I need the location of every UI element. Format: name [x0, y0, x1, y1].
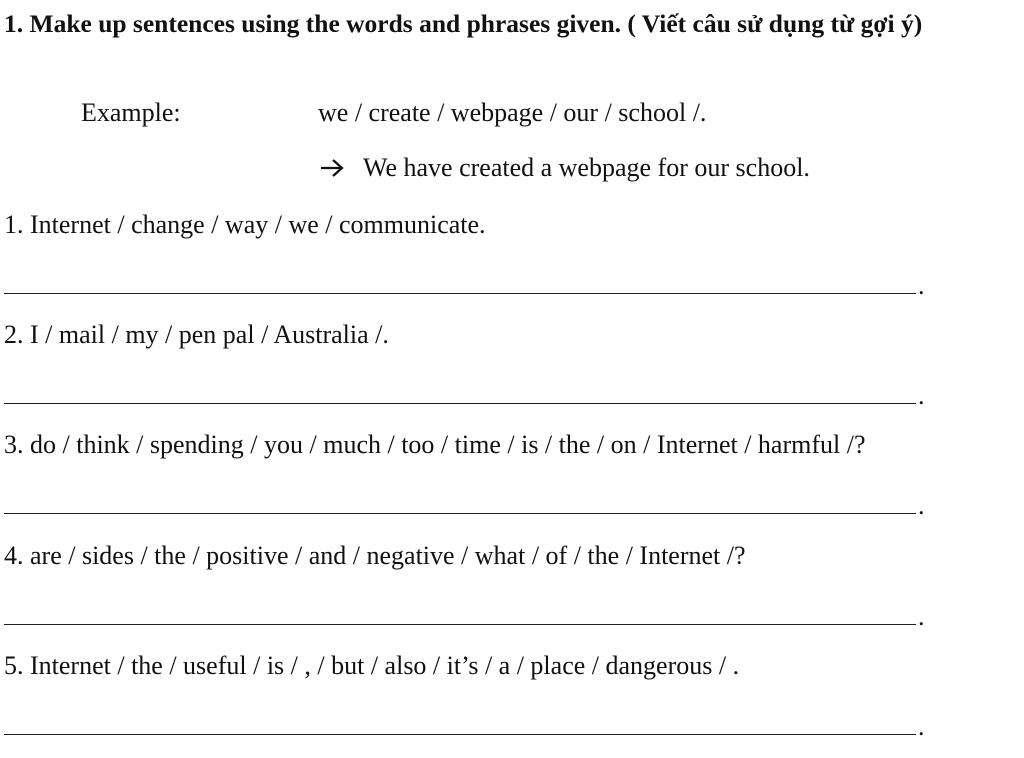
answer-end-mark: .	[918, 712, 925, 741]
answer-end-mark: .	[918, 271, 925, 300]
answer-line[interactable]	[4, 403, 916, 404]
exercise-item-3	[4, 427, 1020, 537]
example-answer: We have created a webpage for our school.	[363, 153, 810, 182]
right-arrow-icon	[318, 154, 346, 182]
exercise-item-1	[4, 207, 1020, 317]
item-prompt: 1. Internet / change / way / we / communicate.	[4, 210, 486, 239]
exercise-item-4	[4, 538, 1020, 648]
answer-line[interactable]	[4, 293, 916, 294]
exercise-item-2	[4, 317, 1020, 427]
answer-end-mark: .	[918, 491, 925, 520]
item-prompt: 5. Internet / the / useful / is / , / but / also / it’s / a / place / dangerous / .	[4, 651, 740, 680]
exercise-item-5	[4, 648, 1020, 758]
example-prompt: we / create / webpage / our / school /.	[318, 98, 707, 127]
exercise-title: 1. Make up sentences using the words and phrases given. ( Viết câu sử dụng từ gợi ý)	[4, 9, 923, 38]
answer-end-mark: .	[918, 381, 925, 410]
answer-end-mark: .	[918, 602, 925, 631]
example-label: Example:	[81, 98, 181, 127]
item-prompt: 3. do / think / spending / you / much / too / time / is / the / on / Internet / harmful /?	[4, 430, 866, 459]
answer-line[interactable]	[4, 734, 916, 735]
item-prompt: 2. I / mail / my / pen pal / Australia /.	[4, 320, 389, 349]
item-prompt: 4. are / sides / the / positive / and / negative / what / of / the / Internet /?	[4, 541, 746, 570]
answer-line[interactable]	[4, 513, 916, 514]
answer-line[interactable]	[4, 624, 916, 625]
